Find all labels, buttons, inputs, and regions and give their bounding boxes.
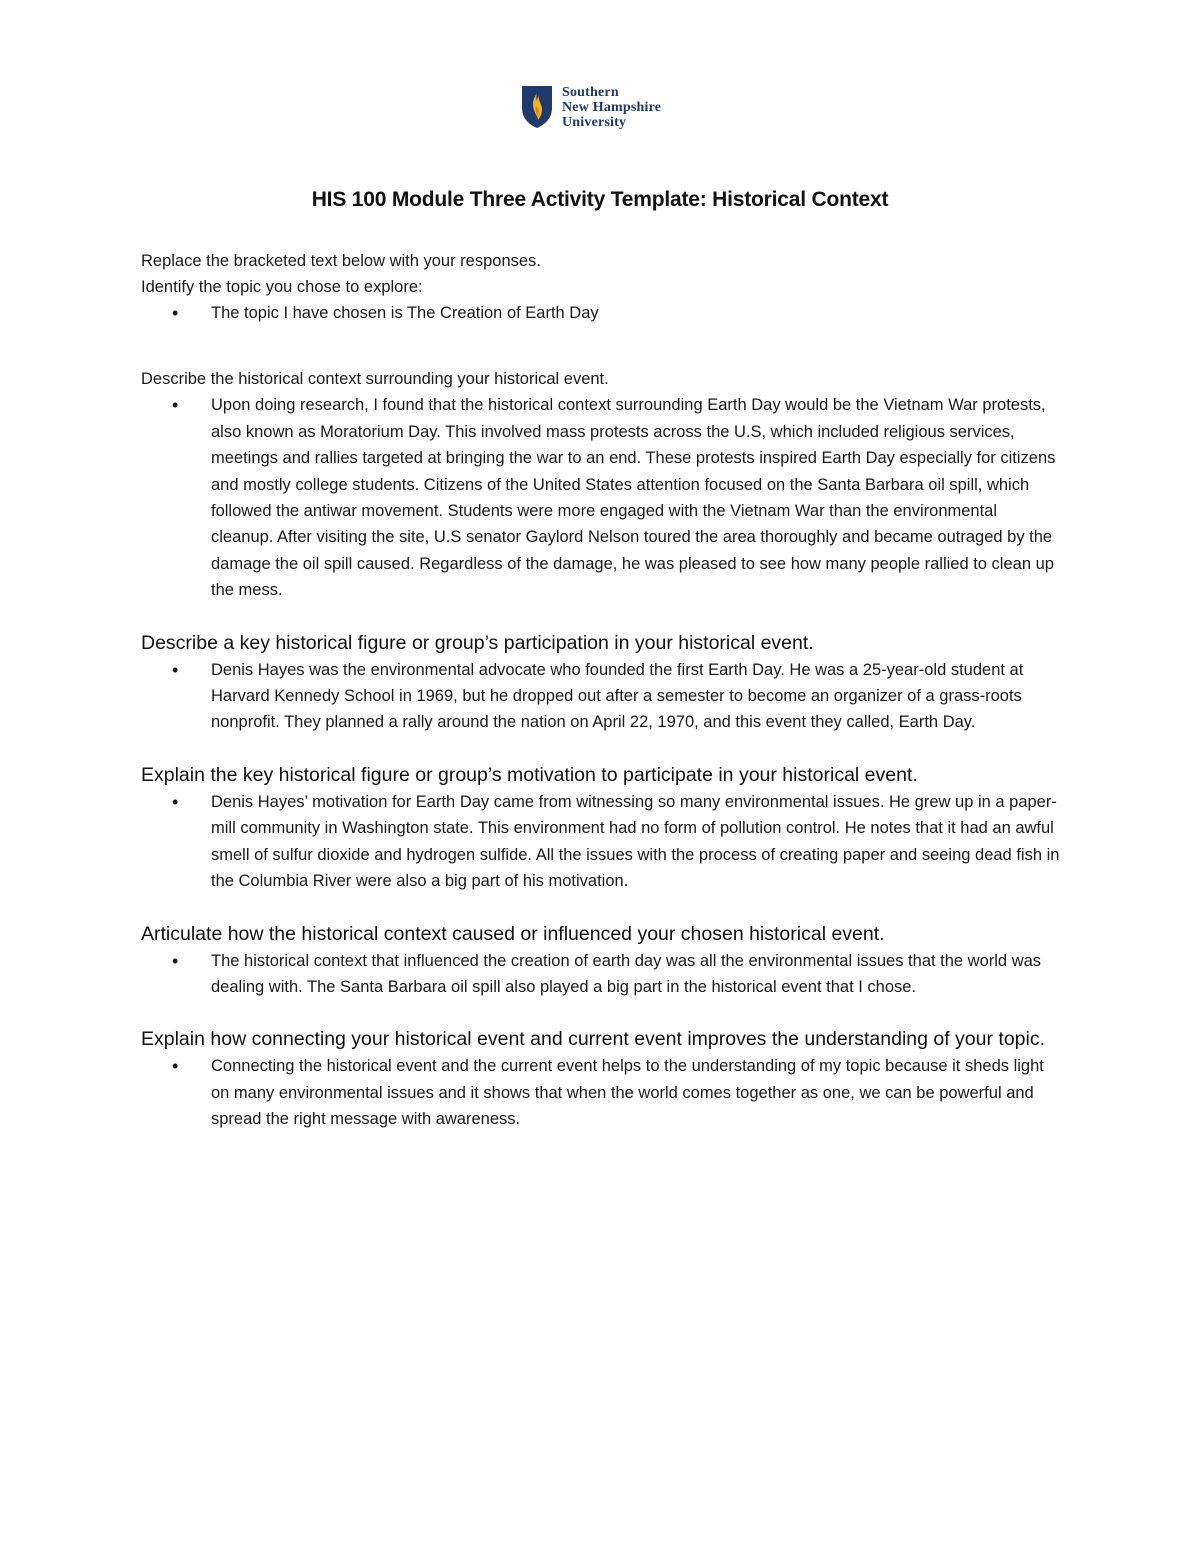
context-answer-list — [141, 392, 1061, 603]
motivation-answer: • Denis Hayes’ motivation for Earth Day came from witnessing so many environmental issues. He grew up in a paper-mill community in Washington state. This environment had no form of pollution control. He notes that it had an awful smell of sulfur dioxide and hydrogen sulfide. All the issues with the process of creating paper and seeing dead fish in the Columbia River were also a big part of his motivation. — [141, 789, 1061, 895]
topic-answer-list — [141, 300, 1061, 326]
logo-line-1: Southern — [562, 84, 619, 100]
flame-shield-icon — [520, 84, 554, 130]
logo-line-3: University — [562, 114, 627, 130]
document-body — [141, 248, 1061, 1133]
influence-answer: • The historical context that influenced the creation of earth day was all the environmental issues that the world was dealing with. The Santa Barbara oil spill also played a big part in the historical event that I chose. — [141, 948, 1061, 1001]
topic-prompt: Identify the topic you chose to explore: — [141, 278, 423, 296]
influence-answer-list — [141, 948, 1061, 1001]
figure-answer-list — [141, 657, 1061, 736]
connection-prompt: Explain how connecting your historical event and current event improves the understanding of your topic. — [141, 1028, 1046, 1051]
instructions-text: Replace the bracketed text below with your responses. — [141, 252, 541, 270]
page-title: HIS 100 Module Three Activity Template: Historical Context — [311, 188, 889, 211]
logo-line-2: New Hampshire — [562, 99, 662, 115]
university-logo — [520, 84, 661, 130]
influence-prompt: Articulate how the historical context caused or influenced your chosen historical event. — [141, 922, 885, 945]
connection-answer-list — [141, 1053, 1061, 1132]
motivation-answer-list — [141, 789, 1061, 895]
logo-wordmark — [562, 85, 661, 130]
topic-answer: • The topic I have chosen is The Creation of Earth Day — [141, 300, 1061, 326]
context-answer: • Upon doing research, I found that the historical context surrounding Earth Day would be the Vietnam War protests, also known as Moratorium Day. This involved mass protests across the U.S, which included religious services, meetings and rallies targeted at bringing the war to an end. These protests inspired Earth Day especially for citizens and mostly college students. Citizens of the United States attention focused on the Santa Barbara oil spill, which followed the antiwar movement. Students were more engaged with the Vietnam War than the environmental cleanup. After visiting the site, U.S senator Gaylord Nelson toured the area thoroughly and became outraged by the damage the oil spill caused. Regardless of the damage, he was pleased to see how many people rallied to clean up the mess. — [141, 392, 1061, 603]
figure-answer: • Denis Hayes was the environmental advocate who founded the first Earth Day. He was a 25-year-old student at Harvard Kennedy School in 1969, but he dropped out after a semester to become an organizer of a grass-roots nonprofit. They planned a rally around the nation on April 22, 1970, and this event they called, Earth Day. — [141, 657, 1061, 736]
context-prompt: Describe the historical context surrounding your historical event. — [141, 370, 609, 389]
motivation-prompt: Explain the key historical figure or group’s motivation to participate in your historical event. — [141, 763, 918, 786]
figure-prompt: Describe a key historical figure or group’s participation in your historical event. — [141, 631, 814, 654]
connection-answer: • Connecting the historical event and the current event helps to the understanding of my topic because it sheds light on many environmental issues and it shows that when the world comes together as one, we can be powerful and spread the right message with awareness. — [141, 1053, 1061, 1132]
